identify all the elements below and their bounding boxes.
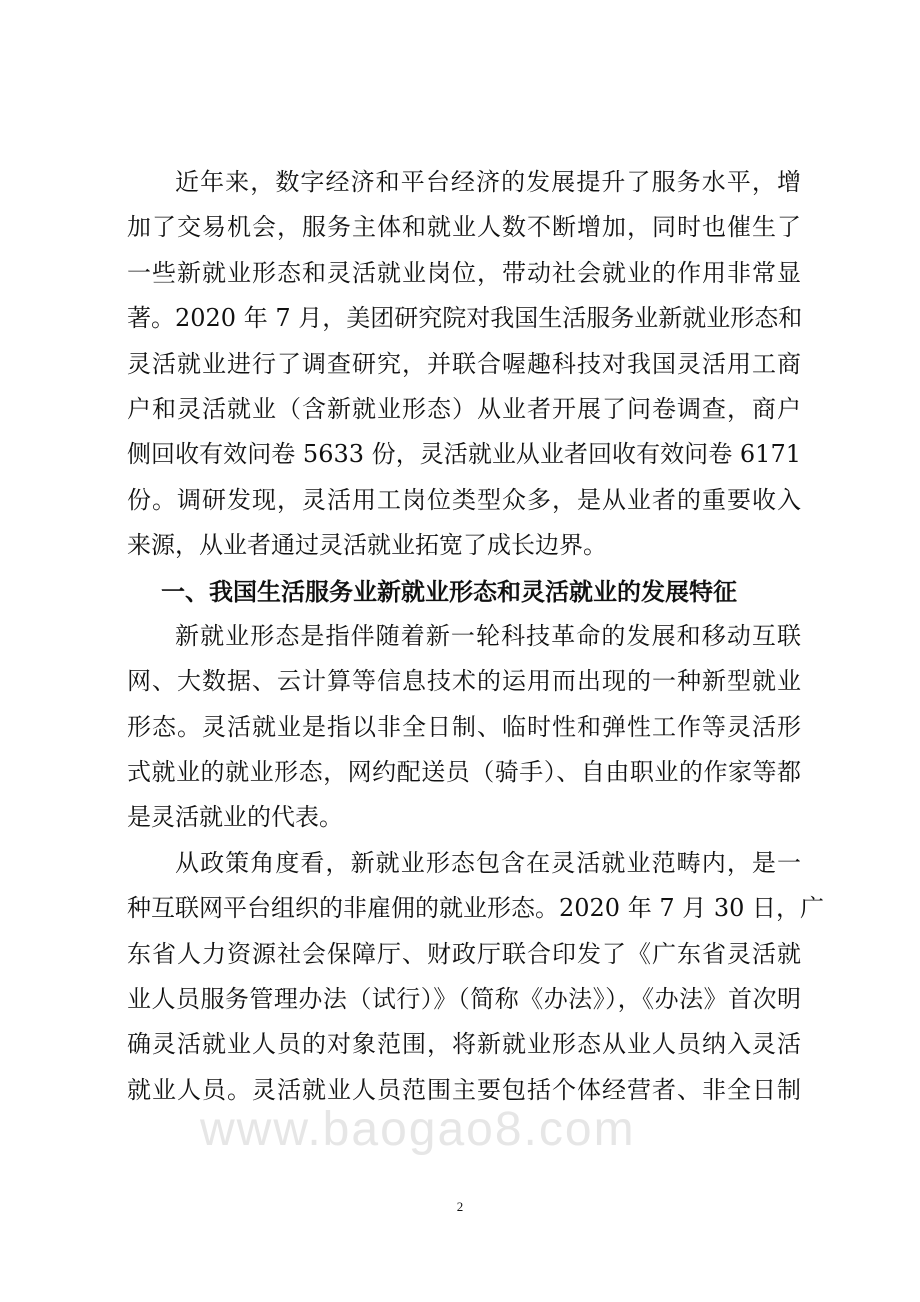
paragraph-line: 灵活就业进行了调查研究，并联合喔趣科技对我国灵活用工商	[127, 349, 801, 378]
paragraph-line: 种互联网平台组织的非雇佣的就业形态。2020 年 7 月 30 日，广	[127, 894, 825, 923]
paragraph-line: 东省人力资源社会保障厅、财政厅联合印发了《广东省灵活就	[127, 939, 801, 968]
paragraph-line: 近年来，数字经济和平台经济的发展提升了服务水平，增	[175, 168, 801, 196]
paragraph-line: 形态。灵活就业是指以非全日制、临时性和弹性工作等灵活形	[127, 712, 801, 741]
paragraph-line: 来源，从业者通过灵活就业拓宽了成长边界。	[127, 531, 607, 560]
paragraph-line: 著。2020 年 7 月，美团研究院对我国生活服务业新就业形态和	[127, 304, 803, 333]
watermark: www.baogao8.com	[200, 1103, 636, 1156]
paragraph-line: 从政策角度看，新就业形态包含在灵活就业范畴内，是一	[175, 848, 801, 877]
section-heading: 一、我国生活服务业新就业形态和灵活就业的发展特征	[161, 576, 737, 606]
paragraph-line: 式就业的就业形态，网约配送员（骑手）、自由职业的作家等都	[127, 758, 801, 787]
document-body	[127, 160, 825, 1113]
page-number: 2	[456, 1199, 464, 1214]
paragraph-line: 份。调研发现，灵活用工岗位类型众多，是从业者的重要收入	[127, 485, 801, 514]
paragraph-line: 就业人员。灵活就业人员范围主要包括个体经营者、非全日制	[127, 1075, 801, 1104]
paragraph-line: 新就业形态是指伴随着新一轮科技革命的发展和移动互联	[175, 621, 801, 650]
paragraph-line: 侧回收有效问卷 5633 份，灵活就业从业者回收有效问卷 6171	[127, 440, 801, 469]
paragraph-line: 一些新就业形态和灵活就业岗位，带动社会就业的作用非常显	[127, 258, 801, 287]
paragraph-line: 业人员服务管理办法（试行）》（简称《办法》），《办法》首次明	[127, 985, 801, 1014]
paragraph-line: 是灵活就业的代表。	[127, 803, 343, 832]
paragraph-line: 户和灵活就业（含新就业形态）从业者开展了问卷调查，商户	[127, 394, 801, 423]
paragraph-line: 网、大数据、云计算等信息技术的运用而出现的一种新型就业	[127, 667, 801, 696]
paragraph-line: 确灵活就业人员的对象范围，将新就业形态从业人员纳入灵活	[127, 1030, 801, 1059]
paragraph-line: 加了交易机会，服务主体和就业人数不断增加，同时也催生了	[127, 213, 801, 242]
